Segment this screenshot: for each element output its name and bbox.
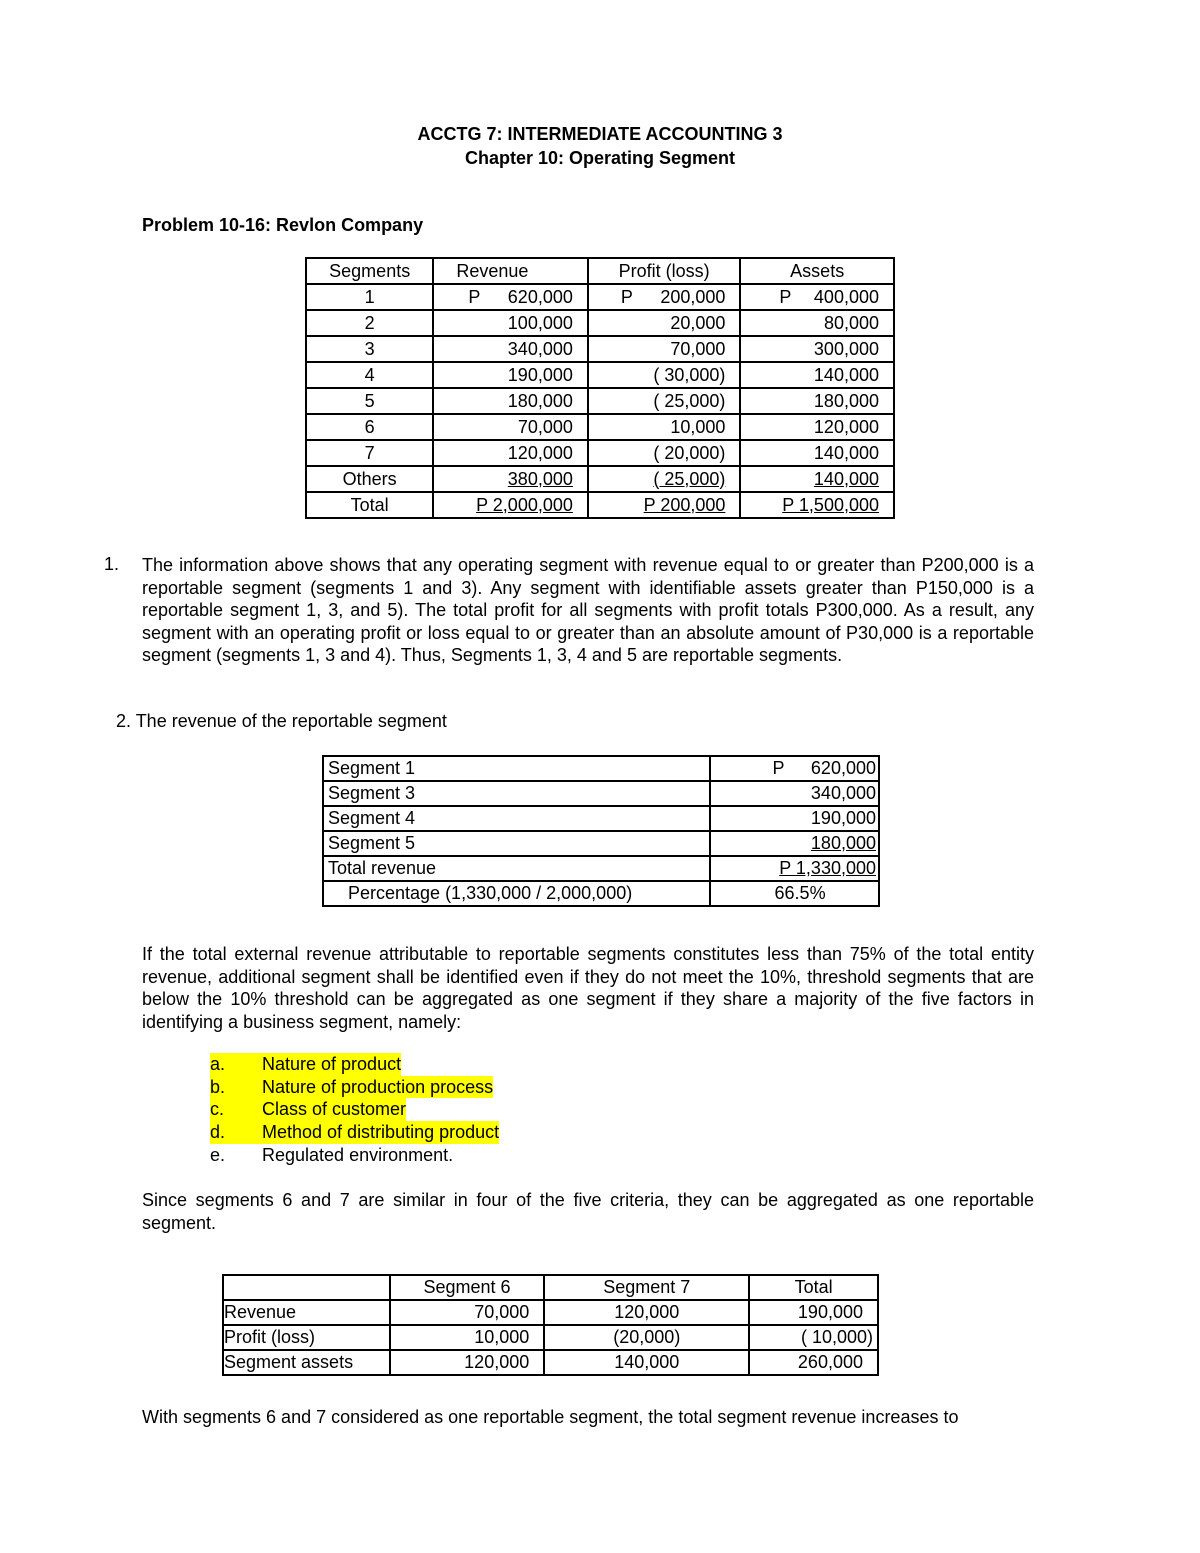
profit-value: 200,000 (660, 286, 726, 307)
currency-prefix: P (620, 286, 633, 307)
list-text: Method of distributing product (262, 1122, 500, 1143)
list-text: Class of customer (262, 1099, 407, 1120)
item1-paragraph: The information above shows that any operating segment with revenue equal to or greater than P200,000 is a reportable segment (segments 1 and 3). Any segment with identifiable assets greater than P150,000 is a reportable segment 1, 3, and 5). The total profit for all segments with profit totals P300,000. As a result, any segment with an operating profit or loss equal to or greater than an absolute amount of P30,000 is a reportable segment (segments 1, 3 and 4). Thus, Segments 1, 3, 4 and 5 are reportable segments. (142, 555, 1034, 665)
profit-cell: ( 25,000) (588, 388, 741, 414)
currency-prefix: P (779, 286, 792, 307)
table-row (306, 388, 894, 414)
value-cell: 190,000 (710, 806, 879, 831)
table-row (306, 414, 894, 440)
table-total-row (306, 492, 894, 518)
currency-prefix: P (772, 758, 785, 778)
course-title: ACCTG 7: INTERMEDIATE ACCOUNTING 3 (417, 124, 783, 144)
list-text: Nature of production process (262, 1076, 494, 1097)
segment-cell: 3 (306, 336, 433, 362)
label-cell: Segment assets (223, 1350, 390, 1375)
table-row (306, 284, 894, 310)
profit-cell: P 200,000 (588, 492, 741, 518)
segment6-cell: 70,000 (390, 1300, 545, 1325)
revenue-cell: 190,000 (433, 362, 588, 388)
label-cell: Segment 1 (323, 756, 710, 781)
list-item (210, 1053, 499, 1076)
currency-prefix: P (468, 286, 481, 307)
table-row (323, 781, 879, 806)
total-cell: 260,000 (749, 1350, 878, 1375)
list-label: b. (210, 1076, 262, 1099)
list-text: Regulated environment. (262, 1144, 454, 1165)
label-cell: Segment 3 (323, 781, 710, 806)
table-row (323, 831, 879, 856)
value-cell: 340,000 (710, 781, 879, 806)
header-cell (223, 1275, 390, 1300)
segment-table (305, 257, 895, 519)
assets-cell: 300,000 (740, 336, 894, 362)
profit-cell: ( 25,000) (588, 466, 741, 492)
header-cell: Segment 6 (390, 1275, 545, 1300)
total-cell: ( 10,000) (749, 1325, 878, 1350)
revenue-cell: 100,000 (433, 310, 588, 336)
segment7-cell: 120,000 (544, 1300, 749, 1325)
table-row (323, 881, 879, 906)
label-cell: Segment 5 (323, 831, 710, 856)
threshold-paragraph: If the total external revenue attributable to reportable segments constitutes less than 75% of the total entity revenue, additional segment shall be identified even if they do not meet the 10%, threshold segments that are below the 10% threshold can be aggregated as one segment if they share a majority of the five factors in identifying a business segment, namely: (142, 944, 1034, 1032)
profit-cell: 20,000 (588, 310, 741, 336)
revenue-cell: P 2,000,000 (433, 492, 588, 518)
assets-cell: 140,000 (740, 362, 894, 388)
list-label: e. (210, 1144, 226, 1165)
label-cell: Revenue (223, 1300, 390, 1325)
assets-cell: 120,000 (740, 414, 894, 440)
chapter-title: Chapter 10: Operating Segment (464, 148, 736, 168)
list-item (210, 1076, 499, 1099)
segment-cell: 2 (306, 310, 433, 336)
list-label: d. (210, 1121, 262, 1144)
assets-value: 400,000 (813, 286, 879, 307)
header-cell: Revenue (433, 258, 588, 284)
table-header-row (306, 258, 894, 284)
segment-cell: Others (306, 466, 433, 492)
total-cell: 190,000 (749, 1300, 878, 1325)
assets-cell: 140,000 (740, 466, 894, 492)
assets-cell: 80,000 (740, 310, 894, 336)
item2-heading: 2. The revenue of the reportable segment (116, 711, 447, 731)
revenue-cell: 340,000 (433, 336, 588, 362)
percentage-label: Percentage (1,330,000 / 2,000,000) (323, 881, 710, 906)
problem-title: Problem 10-16: Revlon Company (142, 215, 424, 235)
list-item (210, 1144, 499, 1167)
segment-cell: Total (306, 492, 433, 518)
value-cell (710, 756, 879, 781)
profit-cell: 10,000 (588, 414, 741, 440)
assets-cell (740, 284, 894, 310)
list-item (210, 1121, 499, 1144)
percentage-value: 66.5% (710, 881, 879, 906)
segment7-cell: (20,000) (544, 1325, 749, 1350)
assets-cell: 140,000 (740, 440, 894, 466)
assets-cell: P 1,500,000 (740, 492, 894, 518)
segment-cell: 5 (306, 388, 433, 414)
final-paragraph: With segments 6 and 7 considered as one reportable segment, the total segment revenue increases to (142, 1407, 959, 1427)
revenue-table (322, 755, 880, 907)
aggregate-paragraph: Since segments 6 and 7 are similar in four of the five criteria, they can be aggregated as one reportable segment. (142, 1190, 1034, 1233)
value-cell: 180,000 (710, 831, 879, 856)
value-cell: P 1,330,000 (710, 856, 879, 881)
segment-cell: 1 (306, 284, 433, 310)
segment6-cell: 120,000 (390, 1350, 545, 1375)
table-row (306, 440, 894, 466)
assets-cell: 180,000 (740, 388, 894, 414)
table-header-row (223, 1275, 878, 1300)
revenue-cell: 380,000 (433, 466, 588, 492)
header-cell: Profit (loss) (588, 258, 741, 284)
profit-cell: 70,000 (588, 336, 741, 362)
value: 620,000 (810, 758, 876, 778)
segment-cell: 6 (306, 414, 433, 440)
table-row (306, 466, 894, 492)
revenue-cell: 120,000 (433, 440, 588, 466)
segment7-cell: 140,000 (544, 1350, 749, 1375)
list-label: a. (210, 1053, 262, 1076)
list-item (210, 1098, 499, 1121)
table-row (323, 856, 879, 881)
profit-cell (588, 284, 741, 310)
label-cell: Segment 4 (323, 806, 710, 831)
label-cell: Total revenue (323, 856, 710, 881)
list-text: Nature of product (262, 1054, 402, 1074)
aggregate-table (222, 1274, 879, 1376)
table-row (223, 1350, 878, 1375)
table-row (223, 1325, 878, 1350)
revenue-cell: 180,000 (433, 388, 588, 414)
item-number: 1. (104, 554, 120, 574)
header-cell: Segment 7 (544, 1275, 749, 1300)
table-row (223, 1300, 878, 1325)
table-row (323, 756, 879, 781)
revenue-value: 620,000 (507, 286, 573, 307)
list-label: c. (210, 1098, 262, 1121)
header-cell: Assets (740, 258, 894, 284)
profit-cell: ( 30,000) (588, 362, 741, 388)
table-row (306, 336, 894, 362)
segment-cell: 7 (306, 440, 433, 466)
segment-cell: 4 (306, 362, 433, 388)
revenue-cell (433, 284, 588, 310)
label-cell: Profit (loss) (223, 1325, 390, 1350)
revenue-cell: 70,000 (433, 414, 588, 440)
segment6-cell: 10,000 (390, 1325, 545, 1350)
header-cell: Segments (306, 258, 433, 284)
table-row (323, 806, 879, 831)
table-row (306, 310, 894, 336)
header-cell: Total (749, 1275, 878, 1300)
factor-list (210, 1053, 499, 1167)
profit-cell: ( 20,000) (588, 440, 741, 466)
table-row (306, 362, 894, 388)
